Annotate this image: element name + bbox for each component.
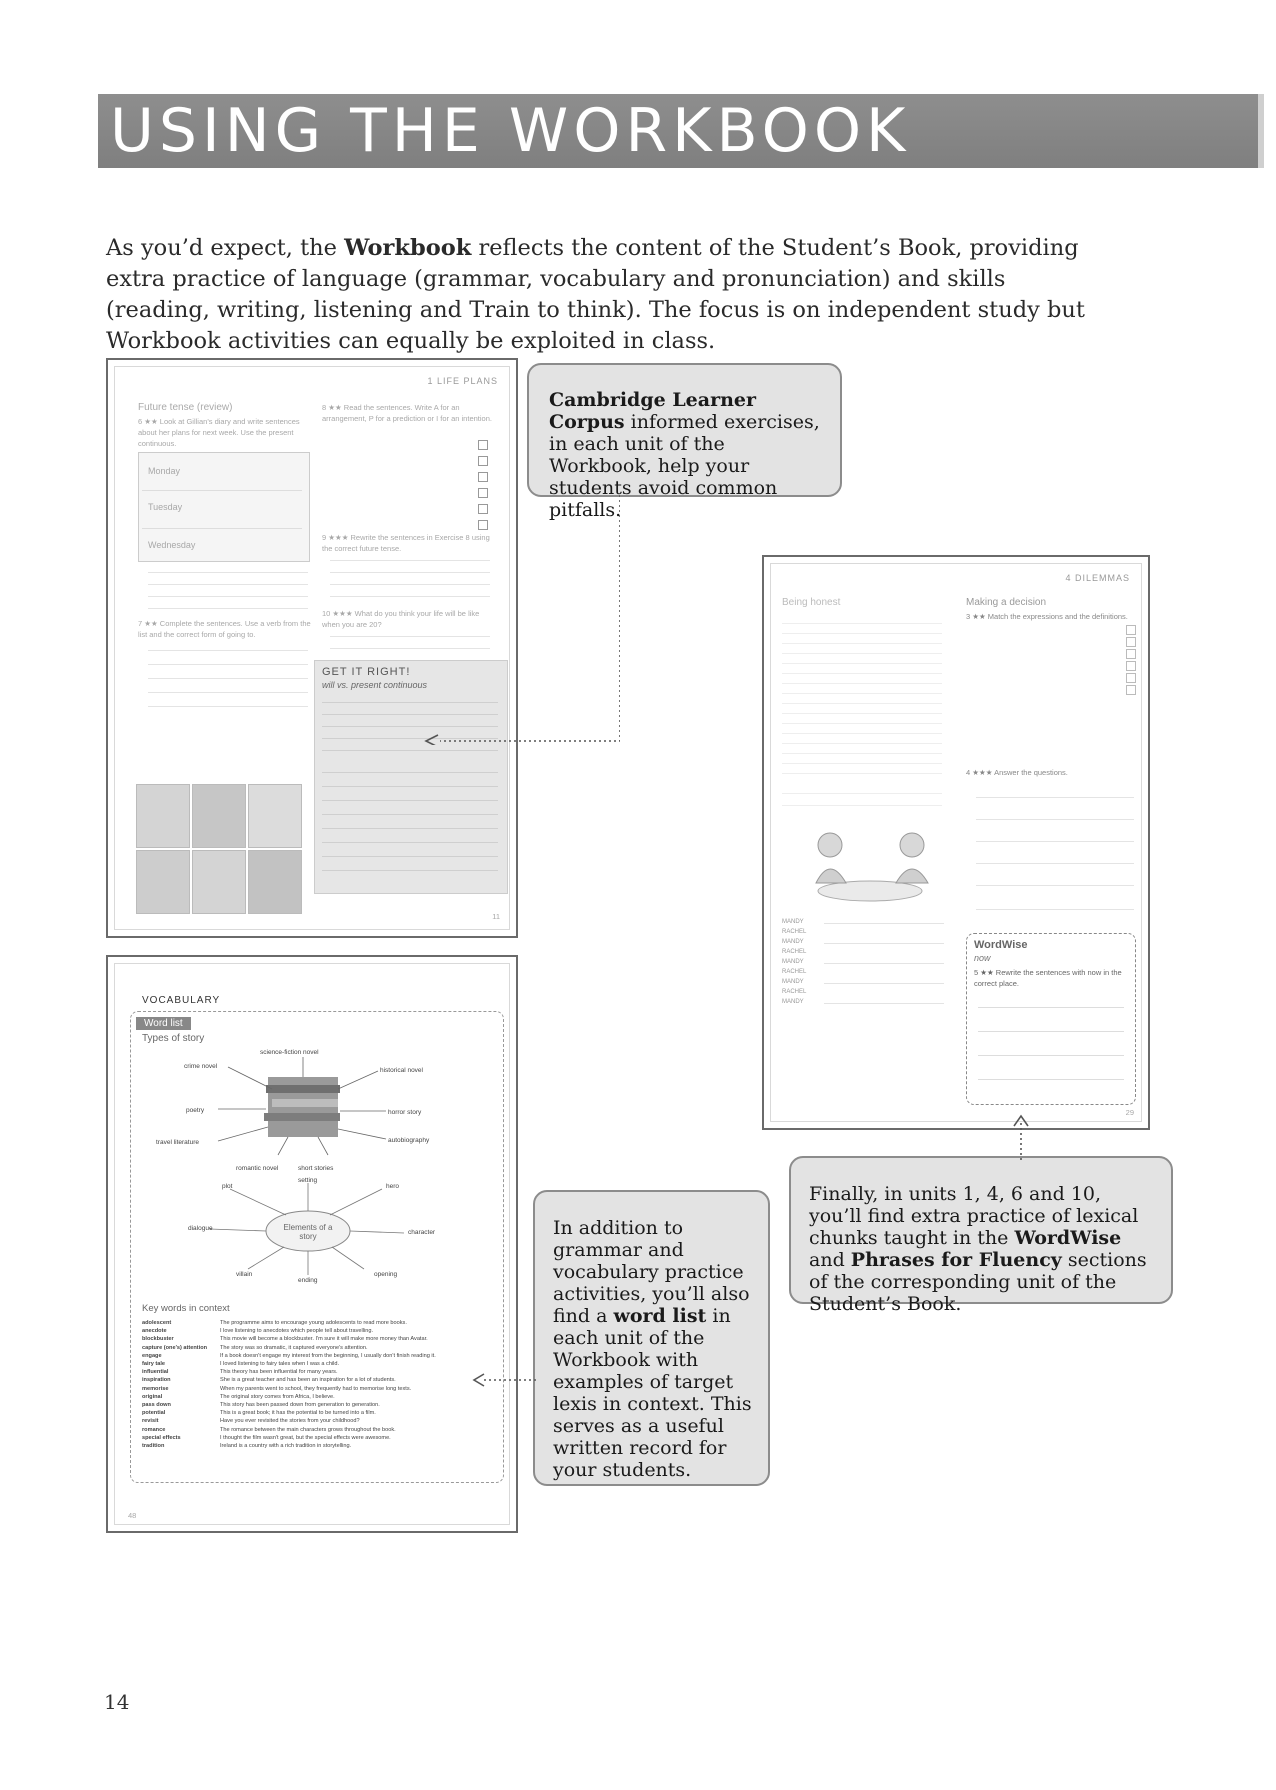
text-line: [782, 663, 942, 664]
key-word-example: I love listening to anecdotes which people tell about travelling.: [220, 1328, 373, 1335]
element-label: hero: [386, 1183, 400, 1190]
speaker: RACHEL: [782, 969, 807, 975]
key-word-row: [142, 1368, 492, 1376]
dialogue-line: [824, 1003, 944, 1004]
connector: [218, 1127, 268, 1141]
dialogue-line: [824, 963, 944, 964]
gir-line: [322, 772, 498, 773]
text-line: [782, 793, 942, 794]
key-word-row: [142, 1434, 492, 1442]
checkbox: [478, 456, 488, 466]
intro-text-2: reflects the content of the Student’s Book, providing extra practice of language (grammar, vocabulary and pronunciation) and skills (reading, writing, listening and Train to think). The focus is on independent study but Workbook activities can equally be exploited in class.: [106, 234, 1085, 354]
answer-line: [148, 664, 308, 665]
key-word-row: [142, 1417, 492, 1425]
connector-corpus: [420, 495, 620, 745]
checkbox: [478, 440, 488, 450]
key-word-example: This theory has been influential for many years.: [220, 1369, 338, 1376]
dialogue: [782, 917, 958, 1007]
key-word-row: [142, 1409, 492, 1417]
person-left-head: [818, 833, 842, 857]
answer-line: [978, 1055, 1124, 1056]
checkbox: [1126, 649, 1136, 659]
gir-line: [322, 750, 498, 751]
vocabulary-heading: VOCABULARY: [142, 995, 221, 1006]
connector-wordwise: [1010, 1112, 1032, 1160]
key-word-row: [142, 1335, 492, 1343]
callout-word-list: [533, 1190, 770, 1486]
workbook-page-dilemmas: [762, 555, 1150, 1130]
key-word: blockbuster: [142, 1336, 174, 1343]
checkbox: [1126, 625, 1136, 635]
unit-label: 4 DILEMMAS: [1065, 573, 1130, 583]
key-word-row: [142, 1401, 492, 1409]
key-word-example: The romance between the main characters grows throughout the book.: [220, 1426, 396, 1433]
story-type: poetry: [186, 1107, 205, 1114]
story-type: science-fiction novel: [260, 1049, 319, 1056]
callout-text: in each unit of the Workbook with examples of target lexis in context. This serves as a useful written record for your students.: [553, 1305, 752, 1481]
speaker: MANDY: [782, 999, 804, 1005]
left-heading: Future tense (review): [138, 402, 233, 413]
callout-bold: Phrases for Fluency: [850, 1249, 1062, 1271]
callout-bold: WordWise: [1014, 1227, 1122, 1249]
key-word: special effects: [142, 1434, 181, 1441]
speaker: MANDY: [782, 959, 804, 965]
answer-line: [978, 1007, 1124, 1008]
callout-bold: word list: [613, 1305, 707, 1327]
key-word-example: She is a great teacher and has been an inspiration for a lot of students.: [220, 1377, 396, 1384]
text-line: [782, 743, 942, 744]
right-heading: Making a decision: [966, 597, 1047, 608]
callout-text: sections of the corresponding unit of the Student’s Book.: [809, 1249, 1147, 1315]
story-type: travel literature: [156, 1139, 199, 1146]
illustration: [136, 784, 190, 848]
answer-line: [148, 692, 308, 693]
answer-line: [976, 797, 1134, 798]
key-word: engage: [142, 1352, 162, 1359]
connector: [350, 1231, 404, 1233]
exercise-8: 8 ★★ Read the sentences. Write A for an arrangement, P for a prediction or I for an intention.: [322, 403, 492, 423]
text-line: [782, 683, 942, 684]
key-words-list: [142, 1319, 492, 1450]
wordwise-title: WordWise: [974, 939, 1028, 951]
key-word: adolescent: [142, 1320, 172, 1326]
text-line: [782, 673, 942, 674]
exercise-10: 10 ★★★ What do you think your life will be like when you are 20?: [322, 609, 480, 629]
answer-line: [148, 706, 308, 707]
answer-line: [976, 863, 1134, 864]
answer-line: [148, 572, 308, 573]
checkbox: [478, 472, 488, 482]
key-word-row: [142, 1344, 492, 1352]
key-word-row: [142, 1327, 492, 1335]
callout-wordwise: [789, 1156, 1173, 1315]
answer-line: [148, 650, 308, 651]
answer-line: [976, 909, 1134, 910]
connector: [332, 1247, 364, 1269]
answer-line: [978, 1079, 1124, 1080]
key-word-row: [142, 1385, 492, 1393]
dialogue-line: [824, 923, 944, 924]
callout-text: informed exercises, in each unit of the Workbook, help your students avoid common pitfalls.: [549, 411, 820, 521]
book-layer: [264, 1113, 340, 1121]
answer-line: [978, 1031, 1124, 1032]
checkbox: [1126, 685, 1136, 695]
text-line: [782, 805, 942, 806]
text-line: [782, 633, 942, 634]
section-banner: [98, 94, 1264, 168]
checkbox: [1126, 637, 1136, 647]
connector: [210, 1229, 266, 1231]
text-line: [782, 773, 942, 774]
arrowhead: [426, 735, 438, 745]
key-word-example: Ireland is a country with a rich tradition in storytelling.: [220, 1443, 352, 1450]
person-left-body: [816, 869, 846, 883]
callout-learner-corpus: [527, 363, 842, 521]
book-layer: [266, 1085, 340, 1093]
wordwise-exercise: 5 ★★ Rewrite the sentences with now in the correct place.: [974, 968, 1122, 988]
key-word: original: [142, 1393, 163, 1400]
diary-divider: [142, 528, 302, 529]
key-word-example: The original story comes from Africa, I believe.: [220, 1393, 335, 1400]
page-number-thumb: 29: [1125, 1108, 1134, 1117]
key-word: fairy tale: [142, 1361, 166, 1368]
connector: [330, 1189, 382, 1215]
story-type: short stories: [298, 1165, 334, 1172]
diary-day-3: Wednesday: [148, 540, 196, 550]
story-type: autobiography: [388, 1137, 430, 1144]
key-word: potential: [142, 1410, 166, 1417]
text-line: [782, 713, 942, 714]
arrowhead: [474, 1374, 484, 1386]
answer-line: [148, 608, 308, 609]
element-label: setting: [298, 1177, 318, 1184]
intro-bold-workbook: Workbook: [344, 234, 472, 261]
key-word: tradition: [142, 1443, 165, 1450]
element-label: dialogue: [188, 1225, 213, 1232]
element-label: plot: [222, 1183, 233, 1190]
speaker: MANDY: [782, 939, 804, 945]
text-line: [782, 693, 942, 694]
key-word-example: Have you ever revisited the stories from your childhood?: [220, 1418, 360, 1425]
key-word: capture (one's) attention: [142, 1344, 208, 1351]
checkbox: [1126, 673, 1136, 683]
gir-line: [322, 800, 498, 801]
answer-line: [148, 584, 308, 585]
elements-center-label: Elements of a story: [283, 1223, 333, 1241]
callout-text: In addition to grammar and vocabulary practice activities, you’ll also find a: [553, 1217, 750, 1327]
speaker: MANDY: [782, 979, 804, 985]
wordwise-subtitle: now: [974, 953, 991, 963]
exercise-4: 4 ★★★ Answer the questions.: [966, 768, 1068, 777]
key-word-row: [142, 1442, 492, 1450]
gir-line: [322, 870, 498, 871]
key-words-heading: Key words in context: [142, 1303, 230, 1314]
story-type: historical novel: [380, 1067, 423, 1074]
illustration: [136, 850, 190, 914]
key-word-row: [142, 1352, 492, 1360]
page-title: USING THE WORKBOOK: [110, 96, 911, 166]
table-shape: [818, 881, 922, 901]
book-layer: [272, 1099, 338, 1107]
checkbox: [1126, 661, 1136, 671]
key-word-row: [142, 1376, 492, 1384]
answer-line: [976, 885, 1134, 886]
story-type: horror story: [388, 1109, 422, 1116]
page-number-thumb: 11: [492, 912, 500, 921]
key-word: inspiration: [142, 1377, 171, 1384]
exercise-6: 6 ★★ Look at Gillian's diary and write sentences about her plans for next week. Use the present continuous.: [138, 417, 300, 448]
callout-bold: Cambridge Learner Corpus: [549, 389, 757, 433]
speaker: RACHEL: [782, 929, 807, 935]
gir-line: [322, 786, 498, 787]
gir-line: [322, 842, 498, 843]
text-line: [782, 703, 942, 704]
story-type: crime novel: [184, 1063, 218, 1070]
illustration: [192, 784, 246, 848]
answer-line: [976, 819, 1134, 820]
text-line: [782, 723, 942, 724]
element-label: opening: [374, 1271, 398, 1278]
speaker: MANDY: [782, 919, 804, 925]
text-line: [782, 623, 942, 624]
key-word-example: I thought the film wasn't great, but the special effects were awesome.: [220, 1434, 391, 1441]
key-word-row: [142, 1360, 492, 1368]
answer-line: [148, 678, 308, 679]
dialogue-line: [824, 983, 944, 984]
diary-divider: [142, 490, 302, 491]
connector: [228, 1067, 272, 1089]
key-word-example: The story was so dramatic, it captured everyone's attention.: [220, 1344, 368, 1351]
workbook-page-word-list: [106, 955, 518, 1533]
key-word-example: If a book doesn't engage my interest from the beginning, I usually don't finish reading it.: [220, 1352, 436, 1359]
intro-paragraph: [106, 233, 1116, 357]
key-word-row: [142, 1393, 492, 1401]
gir-line: [322, 828, 498, 829]
element-label: ending: [298, 1277, 318, 1284]
key-word-example: The programme aims to encourage young adolescents to read more books.: [220, 1320, 407, 1326]
connector: [338, 1129, 386, 1139]
text-line: [782, 733, 942, 734]
connector-wordlist: [470, 1372, 536, 1388]
diary-day-1: Monday: [148, 466, 181, 476]
text-line: [782, 643, 942, 644]
story-type: romantic novel: [236, 1165, 279, 1172]
key-word: romance: [142, 1426, 166, 1433]
dotted-line: [440, 495, 620, 741]
types-heading: Types of story: [142, 1033, 205, 1044]
exercise-3: 3 ★★ Match the expressions and the definitions.: [966, 612, 1128, 621]
intro-text-1: As you’d expect, the: [106, 234, 345, 261]
key-word-example: This story has been passed down from generation to generation.: [220, 1402, 380, 1409]
exercise-9: 9 ★★★ Rewrite the sentences in Exercise 8 using the correct future tense.: [322, 533, 490, 553]
page-number-thumb: 48: [128, 1511, 137, 1520]
key-word: revisit: [142, 1418, 159, 1425]
connector: [248, 1247, 284, 1269]
element-label: character: [408, 1229, 436, 1236]
speaker: RACHEL: [782, 989, 807, 995]
get-it-right-title: GET IT RIGHT!: [322, 666, 411, 678]
word-list-tab: Word list: [136, 1017, 191, 1030]
element-label: villain: [236, 1271, 253, 1278]
connector: [318, 1137, 328, 1155]
cafe-illustration: [788, 825, 952, 911]
get-it-right-subtitle: will vs. present continuous: [322, 680, 428, 690]
key-word: memorise: [142, 1385, 169, 1392]
gir-line: [322, 856, 498, 857]
illustration: [192, 850, 246, 914]
key-word: pass down: [142, 1402, 171, 1409]
dialogue-line: [824, 943, 944, 944]
gir-line: [322, 814, 498, 815]
person-right-body: [896, 869, 928, 883]
person-right-head: [900, 833, 924, 857]
unit-label: 1 LIFE PLANS: [427, 376, 498, 386]
connector: [278, 1137, 288, 1155]
diary-day-2: Tuesday: [148, 502, 183, 512]
connector: [338, 1071, 378, 1089]
key-word-row: [142, 1319, 492, 1327]
exercise-7: 7 ★★ Complete the sentences. Use a verb from the list and the correct form of going to.: [138, 619, 311, 639]
key-word-example: I loved listening to fairy tales when I was a child.: [220, 1361, 340, 1368]
callout-text: and: [809, 1249, 851, 1271]
key-word-row: [142, 1426, 492, 1434]
key-word: influential: [142, 1369, 169, 1376]
answer-line: [148, 596, 308, 597]
key-word-example: This is a great book; it has the potential to be turned into a film.: [220, 1410, 376, 1417]
key-word-example: This movie will become a blockbuster. I'm sure it will make more money than Avatar.: [220, 1336, 428, 1343]
answer-line: [976, 841, 1134, 842]
illustration: [248, 784, 302, 848]
illustration: [248, 850, 302, 914]
text-line: [782, 763, 942, 764]
key-word-example: When my parents went to school, they frequently had to memorise long texts.: [220, 1385, 412, 1392]
speaker: RACHEL: [782, 949, 807, 955]
text-line: [782, 753, 942, 754]
callout-text: Finally, in units 1, 4, 6 and 10, you’ll find extra practice of lexical chunks taught in the: [809, 1183, 1139, 1249]
key-word: anecdote: [142, 1328, 167, 1335]
text-line: [782, 653, 942, 654]
connector: [230, 1189, 286, 1215]
left-heading: Being honest: [782, 597, 841, 608]
page-number: 14: [104, 1690, 130, 1714]
